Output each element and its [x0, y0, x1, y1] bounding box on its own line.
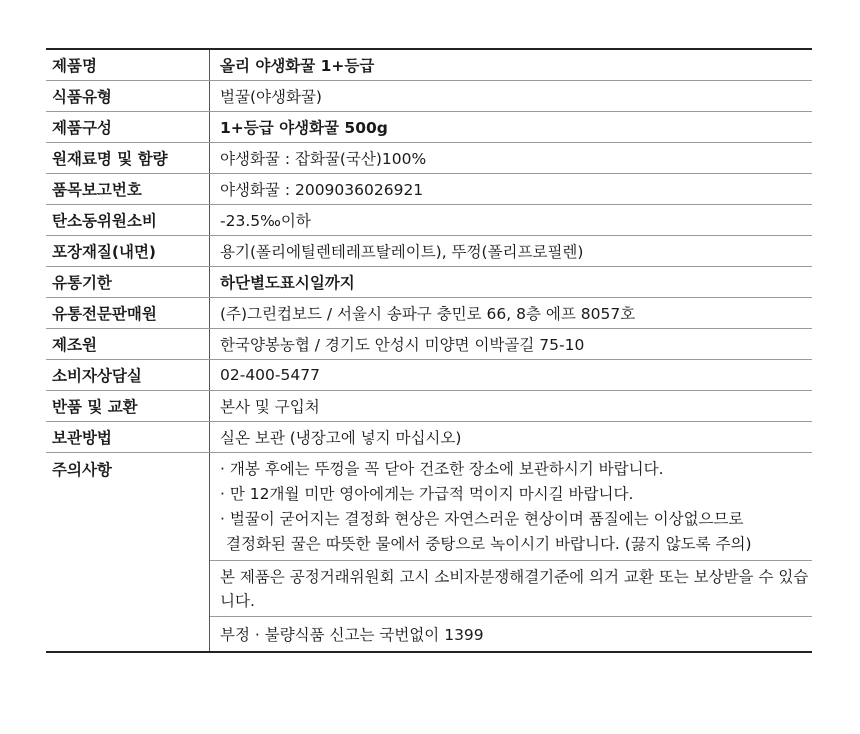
- row-carbon-isotope: [46, 205, 812, 236]
- value-composition: 1+등급 야생화꿀 500g: [220, 119, 388, 137]
- row-food-type: [46, 81, 812, 112]
- caution-content: [210, 453, 812, 651]
- label-expiry: 유통기한: [46, 267, 210, 297]
- label-storage: 보관방법: [46, 422, 210, 452]
- label-caution: 주의사항: [46, 453, 210, 651]
- label-composition: 제품구성: [46, 112, 210, 142]
- report-note: 부정 · 불량식품 신고는 국번없이 1399: [220, 626, 484, 644]
- label-returns: 반품 및 교환: [46, 391, 210, 421]
- row-expiry: [46, 267, 812, 298]
- label-packaging: 포장재질(내면): [46, 236, 210, 266]
- row-ingredients: [46, 143, 812, 174]
- label-report-number: 품목보고번호: [46, 174, 210, 204]
- row-customer-service: [46, 360, 812, 391]
- value-report-number: 야생화꿀 : 2009036026921: [220, 181, 424, 199]
- row-caution: [46, 453, 812, 651]
- label-distributor: 유통전문판매원: [46, 298, 210, 328]
- caution-bullet-continued: 결정화된 꿀은 따뜻한 물에서 중탕으로 녹이시기 바랍니다. (끓지 않도록 주의): [226, 535, 752, 553]
- row-composition: [46, 112, 812, 143]
- value-customer-service: 02-400-5477: [220, 366, 320, 384]
- label-ingredients: 원재료명 및 함량: [46, 143, 210, 173]
- value-packaging: 용기(폴리에틸렌테레프탈레이트), 뚜껑(폴리프로필렌): [220, 243, 584, 261]
- caution-bullet: · 벌꿀이 굳어지는 결정화 현상은 자연스러운 현상이며 품질에는 이상없으므로: [220, 510, 744, 528]
- compensation-note: 본 제품은 공정거래위원회 고시 소비자분쟁해결기준에 의거 교환 또는 보상받을 수 있습니다.: [210, 561, 812, 617]
- caution-bullet: · 만 12개월 미만 영아에게는 가급적 먹이지 마시길 바랍니다.: [220, 485, 634, 503]
- label-carbon-isotope: 탄소동위원소비: [46, 205, 210, 235]
- value-returns: 본사 및 구입처: [220, 398, 320, 416]
- value-carbon-isotope: -23.5‰이하: [220, 212, 311, 230]
- label-food-type: 식품유형: [46, 81, 210, 111]
- value-ingredients: 야생화꿀 : 잡화꿀(국산)100%: [220, 150, 427, 168]
- value-manufacturer: 한국양봉농협 / 경기도 안성시 미양면 이박골길 75-10: [220, 336, 585, 354]
- value-storage: 실온 보관 (냉장고에 넣지 마십시오): [220, 429, 462, 447]
- value-product-name: 올리 야생화꿀 1+등급: [220, 57, 375, 75]
- label-manufacturer: 제조원: [46, 329, 210, 359]
- row-product-name: [46, 50, 812, 81]
- row-storage: [46, 422, 812, 453]
- row-manufacturer: [46, 329, 812, 360]
- caution-bullets: [210, 453, 812, 561]
- value-expiry: 하단별도표시일까지: [220, 274, 355, 292]
- row-returns: [46, 391, 812, 422]
- product-info-table: [46, 48, 812, 653]
- row-distributor: [46, 298, 812, 329]
- row-packaging: [46, 236, 812, 267]
- caution-bullet: · 개봉 후에는 뚜껑을 꼭 닫아 건조한 장소에 보관하시기 바랍니다.: [220, 460, 664, 478]
- row-report-number: [46, 174, 812, 205]
- value-food-type: 벌꿀(야생화꿀): [220, 88, 322, 106]
- value-distributor: (주)그린컵보드 / 서울시 송파구 충민로 66, 8층 에프 8057호: [220, 305, 636, 323]
- label-customer-service: 소비자상담실: [46, 360, 210, 390]
- label-product-name: 제품명: [46, 50, 210, 80]
